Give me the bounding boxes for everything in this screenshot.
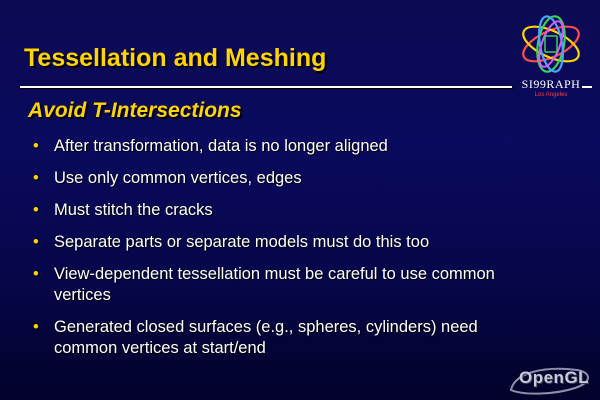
list-item [30,264,510,306]
bullet-icon: • [33,169,39,187]
opengl-wordmark: OpenGL [519,368,590,387]
slide-subtitle: Avoid T-Intersections [28,99,242,122]
title-divider [20,86,512,88]
list-item-text: Separate parts or separate models must do this too [54,233,430,251]
list-item [30,136,510,157]
bullet-icon: • [33,233,39,251]
bullet-icon: • [33,318,39,336]
opengl-logo [505,364,595,396]
bullet-icon: • [33,201,39,219]
siggraph-logo [508,10,594,106]
list-item-text: Must stitch the cracks [54,201,213,219]
siggraph-wordmark: SI99RAPH [521,77,581,91]
slide-title: Tessellation and Meshing [24,44,327,72]
list-item [30,168,510,189]
bullet-icon: • [33,265,39,283]
bullet-icon: • [33,137,39,155]
siggraph-location: Los Angeles [534,92,568,98]
bullet-list [30,136,510,359]
list-item-text: Generated closed surfaces (e.g., spheres, cylinders) need common vertices at start/end [54,318,478,357]
list-item [30,317,510,359]
list-item [30,232,510,253]
siggraph-emblem-icon [508,10,594,80]
list-item [30,200,510,221]
list-item-text: Use only common vertices, edges [54,169,302,187]
list-item-text: View-dependent tessellation must be careful to use common vertices [54,265,495,304]
list-item-text: After transformation, data is no longer aligned [54,137,388,155]
